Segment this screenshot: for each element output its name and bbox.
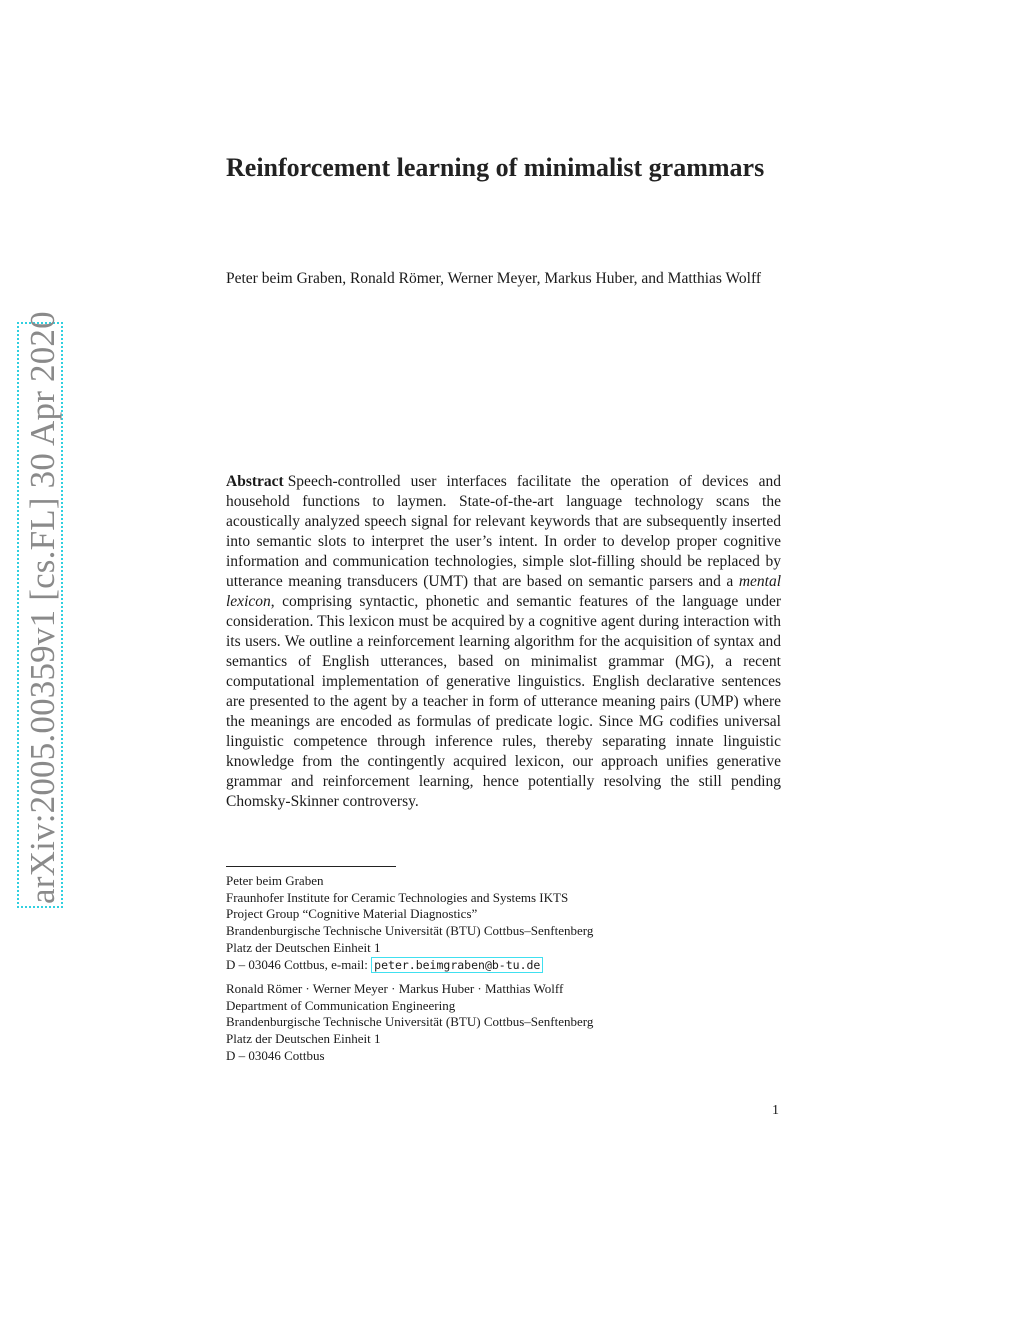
affil-2-university: Brandenburgische Technische Universität (BTU) Cottbus–Senftenberg	[226, 1014, 594, 1030]
footnote-divider	[226, 866, 396, 867]
arxiv-identifier[interactable]: arXiv:2005.00359v1 [cs.FL] 30 Apr 2020	[23, 311, 62, 904]
affiliation-block-2	[226, 981, 786, 1065]
affil-2-street: Platz der Deutschen Einheit 1	[226, 1031, 381, 1047]
affil-2-department: Department of Communication Engineering	[226, 997, 456, 1013]
abstract-text-part-2: , comprising syntactic, phonetic and semantic features of the language under consideration. This lexicon must be acquired by a cognitive agent during interaction with its users. We outline a reinforcement learning algorithm for the acquisition of syntax and semantics of English utterances, based on minimalist grammar (MG), a recent computational implementation of generative linguistics. English declarative sentences are presented to the agent by a teacher in form of utterance meaning pairs (UMP) where the meanings are encoded as formulas of predicate logic. Since MG codifies universal linguistic competence through inference rules, thereby separating innate linguistic knowledge from the contingently acquired lexicon, our approach unifies generative grammar and reinforcement learning, hence potentially resolving the still pending Chomsky-Skinner controversy.	[226, 593, 781, 810]
affil-1-city-text: D – 03046 Cottbus, e-mail:	[226, 956, 372, 972]
author-list: Peter beim Graben, Ronald Römer, Werner Meyer, Markus Huber, and Matthias Wolff	[226, 270, 761, 287]
affiliation-block-1	[226, 873, 786, 973]
abstract	[226, 472, 781, 812]
affil-1-name: Peter beim Graben	[226, 873, 324, 888]
affil-2-names: Ronald Römer · Werner Meyer · Markus Huber · Matthias Wolff	[226, 981, 564, 996]
abstract-text-part-1: Speech-controlled user interfaces facilitate the operation of devices and household functions to laymen. State-of-the-art language technology scans the acoustically analyzed speech signal for relevant keywords that are subsequently inserted into semantic slots to interpret the user’s intent. In order to develop proper cognitive information and communication technologies, simple slot-filling should be replaced by utterance meaning transducers (UMT) that are based on semantic parsers and a	[226, 473, 781, 590]
abstract-label: Abstract	[226, 473, 284, 490]
affil-1-institute: Fraunhofer Institute for Ceramic Technologies and Systems IKTS	[226, 889, 569, 905]
affil-1-city	[226, 957, 786, 974]
affil-1-university: Brandenburgische Technische Universität (BTU) Cottbus–Senftenberg	[226, 923, 594, 939]
email-link[interactable]: peter.beimgraben@b-tu.de	[371, 957, 543, 973]
affil-2-city: D – 03046 Cottbus	[226, 1047, 325, 1063]
affil-1-group: Project Group “Cognitive Material Diagnostics”	[226, 906, 478, 922]
page-number: 1	[772, 1103, 779, 1118]
paper-title: Reinforcement learning of minimalist grammars	[226, 153, 765, 182]
abstract-italic-term: mental lexicon	[226, 573, 781, 610]
affil-1-street: Platz der Deutschen Einheit 1	[226, 939, 381, 955]
